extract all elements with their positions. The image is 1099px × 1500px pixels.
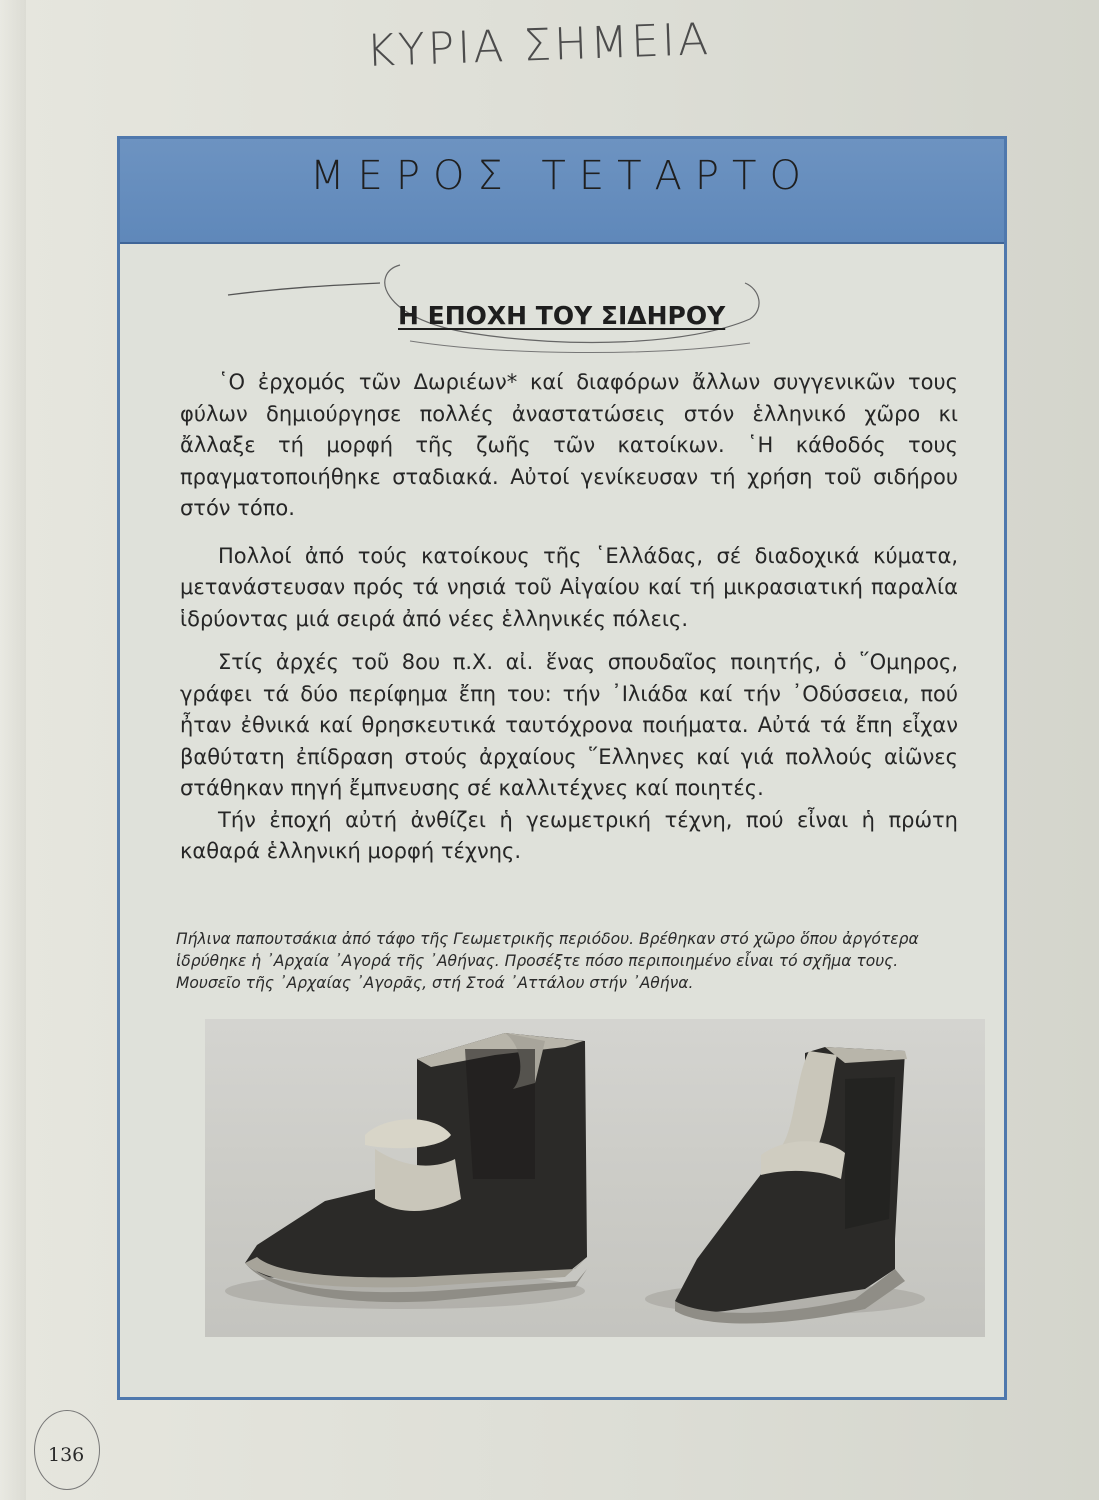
content-panel (117, 136, 1007, 1400)
book-spine-shadow (0, 0, 26, 1500)
part-title: ΜΕΡΟΣ ΤΕΤΑΡΤΟ (310, 153, 814, 199)
photo-clay-shoes (205, 1019, 985, 1337)
clay-shoes-image (205, 1019, 985, 1337)
paragraph: Τήν ἐποχή αὐτή ἀνθίζει ἡ γεωμετρική τέχνη, πού εἶναι ἡ πρώτη καθαρά ἑλληνική μορφή τέχνης. (180, 807, 958, 863)
page-number: 136 (48, 1444, 85, 1466)
photo-caption: Πήλινα παπουτσάκια ἀπό τάφο τῆς Γεωμετρικῆς περιόδου. Βρέθηκαν στό χῶρο ὅπου ἀργότερα ἱδρύθηκε ἡ ᾿Αρχαία ᾿Αγορά τῆς ᾿Αθήνας. Προσέξτε πόσο περιποιημένο εἶναι τό σχῆμα τους. Μουσεῖο τῆς ᾿Αρχαίας ᾿Αγορᾶς, στή Στοά ᾿Αττάλου στήν ᾿Αθήνα. (176, 930, 919, 992)
paragraph: Πολλοί ἀπό τούς κατοίκους τῆς ῾Ελλάδας, σέ διαδοχικά κύματα, μετανάστευσαν πρός τά νησιά τοῦ Αἰγαίου καί τή μικρασιατική παραλία ἱδρύοντας μιά σειρά ἀπό νέες ἑλληνικές πόλεις. (180, 543, 958, 631)
body-text (180, 367, 958, 880)
part-banner (120, 139, 1004, 244)
paragraph: ῾Ο ἐρχομός τῶν Δωριέων* καί διαφόρων ἄλλων συγγενικῶν τους φύλων δημιούργησε πολλές ἀναστατώσεις στόν ἑλληνικό χῶρο κι ἄλλαξε τή μορφή τῆς ζωῆς τῶν κατοίκων. ῾Η κάθοδός τους πραγματοποιήθηκε σταδιακά. Αὐτοί γενίκευσαν τή χρήση τοῦ σιδήρου στόν τόπο. (180, 370, 958, 520)
paragraph: Στίς ἀρχές τοῦ 8ου π.Χ. αἰ. ἕνας σπουδαῖος ποιητής, ὁ ῞Ομηρος, γράφει τά δύο περίφημα ἔπη του: τήν ᾿Ιλιάδα καί τήν ᾿Οδύσσεια, πού ἦταν ἐθνικά καί θρησκευτικά ταυτόχρονα ποιήματα. Αὐτά τά ἔπη εἶχαν βαθύτατη ἐπίδραση στούς ἀρχαίους ῞Ελληνες καί γιά πολλούς αἰῶνες στάθηκαν πηγή ἔμπνευσης σέ καλλιτέχνες καί ποιητές. (180, 650, 958, 800)
handwritten-note: ΚΥΡΙΑ ΣΗΜΕΙΑ (365, 13, 712, 78)
chapter-title: Η ΕΠΟΧΗ ΤΟΥ ΣΙΔΗΡΟΥ (398, 301, 726, 330)
